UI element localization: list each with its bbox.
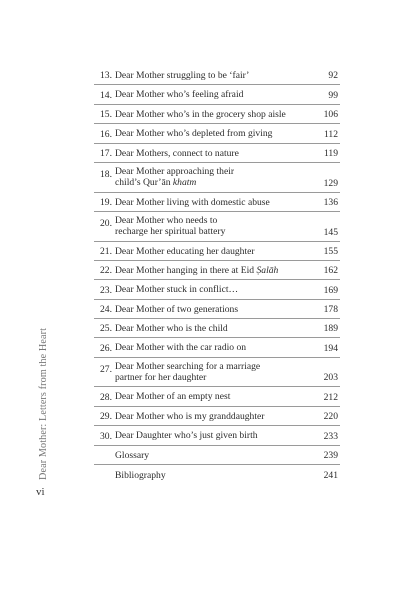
entry-title-text: Dear Mother hanging in there at Eid <box>115 264 257 276</box>
toc-entry-29[interactable] <box>94 407 340 426</box>
toc-entry-20[interactable] <box>94 212 340 242</box>
entry-title-line1: Dear Mother who needs to <box>115 214 218 226</box>
toc-entry-30[interactable] <box>94 426 340 445</box>
entry-title-line1: Dear Mother approaching their <box>115 165 235 177</box>
toc-entry-19[interactable] <box>94 193 340 212</box>
entry-page: 178 <box>323 304 338 316</box>
entry-title: Dear Mother of two generations <box>115 303 239 315</box>
entry-number: 23. <box>100 284 112 296</box>
entry-page: 220 <box>323 411 338 423</box>
entry-page: 212 <box>323 391 338 403</box>
entry-number: 19. <box>100 196 112 208</box>
entry-number: 30. <box>100 430 112 442</box>
toc-entry-glossary[interactable] <box>94 446 340 465</box>
entry-page: 112 <box>323 128 338 140</box>
toc-entry-27[interactable] <box>94 358 340 388</box>
entry-title <box>115 215 304 238</box>
entry-number: 25. <box>100 323 112 335</box>
entry-number: 18. <box>100 168 112 180</box>
toc-entry-13[interactable] <box>94 66 340 85</box>
entry-page: 99 <box>328 89 338 101</box>
entry-title-italic: Ṣalāh <box>256 264 279 276</box>
entry-number: 13. <box>100 70 112 82</box>
entry-title: Dear Mother who is the child <box>115 323 228 335</box>
entry-title <box>115 265 304 276</box>
toc-entry-15[interactable] <box>94 105 340 124</box>
entry-title-line2 <box>115 177 304 188</box>
entry-title: Dear Mothers, connect to nature <box>115 147 239 159</box>
toc-entry-16[interactable] <box>94 124 340 143</box>
toc-entry-23[interactable] <box>94 280 340 299</box>
entry-title: Bibliography <box>115 470 166 482</box>
entry-page: 136 <box>323 196 338 208</box>
entry-page: 119 <box>323 147 338 159</box>
entry-title: Dear Mother with the car radio on <box>115 342 247 354</box>
entry-page: 189 <box>323 323 338 335</box>
entry-title <box>115 361 304 384</box>
entry-title-line1: Dear Mother searching for a marriage <box>115 360 261 372</box>
entry-number: 20. <box>100 217 112 229</box>
entry-number: 24. <box>100 304 112 316</box>
entry-page: 194 <box>323 342 338 354</box>
entry-title: Dear Mother struggling to be ‘fair’ <box>115 69 250 81</box>
entry-page: 169 <box>323 284 338 296</box>
entry-number: 27. <box>100 363 112 375</box>
entry-title: Dear Daughter who’s just given birth <box>115 430 258 442</box>
entry-number: 26. <box>100 342 112 354</box>
entry-number: 29. <box>100 411 112 423</box>
entry-title: Dear Mother educating her daughter <box>115 245 255 257</box>
toc-entry-17[interactable] <box>94 144 340 163</box>
entry-title: Glossary <box>115 449 150 461</box>
entry-page: 233 <box>323 430 338 442</box>
entry-title-line2-text: child’s Qur’ān <box>115 177 173 189</box>
toc-entry-28[interactable] <box>94 387 340 406</box>
toc-entry-18[interactable] <box>94 163 340 193</box>
entry-title: Dear Mother stuck in conflict… <box>115 284 239 296</box>
entry-number: 17. <box>100 147 112 159</box>
toc-entry-14[interactable] <box>94 85 340 104</box>
entry-page: 129 <box>323 177 338 189</box>
entry-title-line2-italic: khatm <box>172 177 197 189</box>
page-number: vi <box>36 486 45 498</box>
entry-number: 22. <box>100 265 112 277</box>
entry-page: 239 <box>323 450 338 462</box>
entry-page: 145 <box>323 226 338 238</box>
entry-number: 21. <box>100 245 112 257</box>
toc-entry-26[interactable] <box>94 338 340 357</box>
entry-number: 15. <box>100 109 112 121</box>
entry-title: Dear Mother who is my granddaughter <box>115 410 265 422</box>
entry-title: Dear Mother who’s in the grocery shop aisle <box>115 108 286 120</box>
running-head: Dear Mother: Letters from the Heart <box>38 327 49 480</box>
entry-title <box>115 166 304 189</box>
toc-entry-21[interactable] <box>94 242 340 261</box>
entry-title: Dear Mother who’s depleted from giving <box>115 128 273 140</box>
entry-page: 162 <box>323 265 338 277</box>
toc-entry-24[interactable] <box>94 300 340 319</box>
toc-entry-bibliography[interactable] <box>94 465 340 484</box>
entry-page: 106 <box>323 109 338 121</box>
table-of-contents <box>94 66 340 484</box>
entry-page: 241 <box>323 470 338 482</box>
entry-number: 16. <box>100 128 112 140</box>
toc-entry-22[interactable] <box>94 261 340 280</box>
entry-page: 203 <box>323 372 338 384</box>
entry-title: Dear Mother who’s feeling afraid <box>115 89 244 101</box>
entry-title-line2: partner for her daughter <box>115 372 207 384</box>
entry-page: 155 <box>323 245 338 257</box>
entry-title: Dear Mother living with domestic abuse <box>115 196 270 208</box>
entry-number: 14. <box>100 89 112 101</box>
entry-title: Dear Mother of an empty nest <box>115 391 231 403</box>
entry-page: 92 <box>328 70 338 82</box>
entry-number: 28. <box>100 391 112 403</box>
toc-entry-25[interactable] <box>94 319 340 338</box>
entry-title-line2: recharge her spiritual battery <box>115 226 226 238</box>
